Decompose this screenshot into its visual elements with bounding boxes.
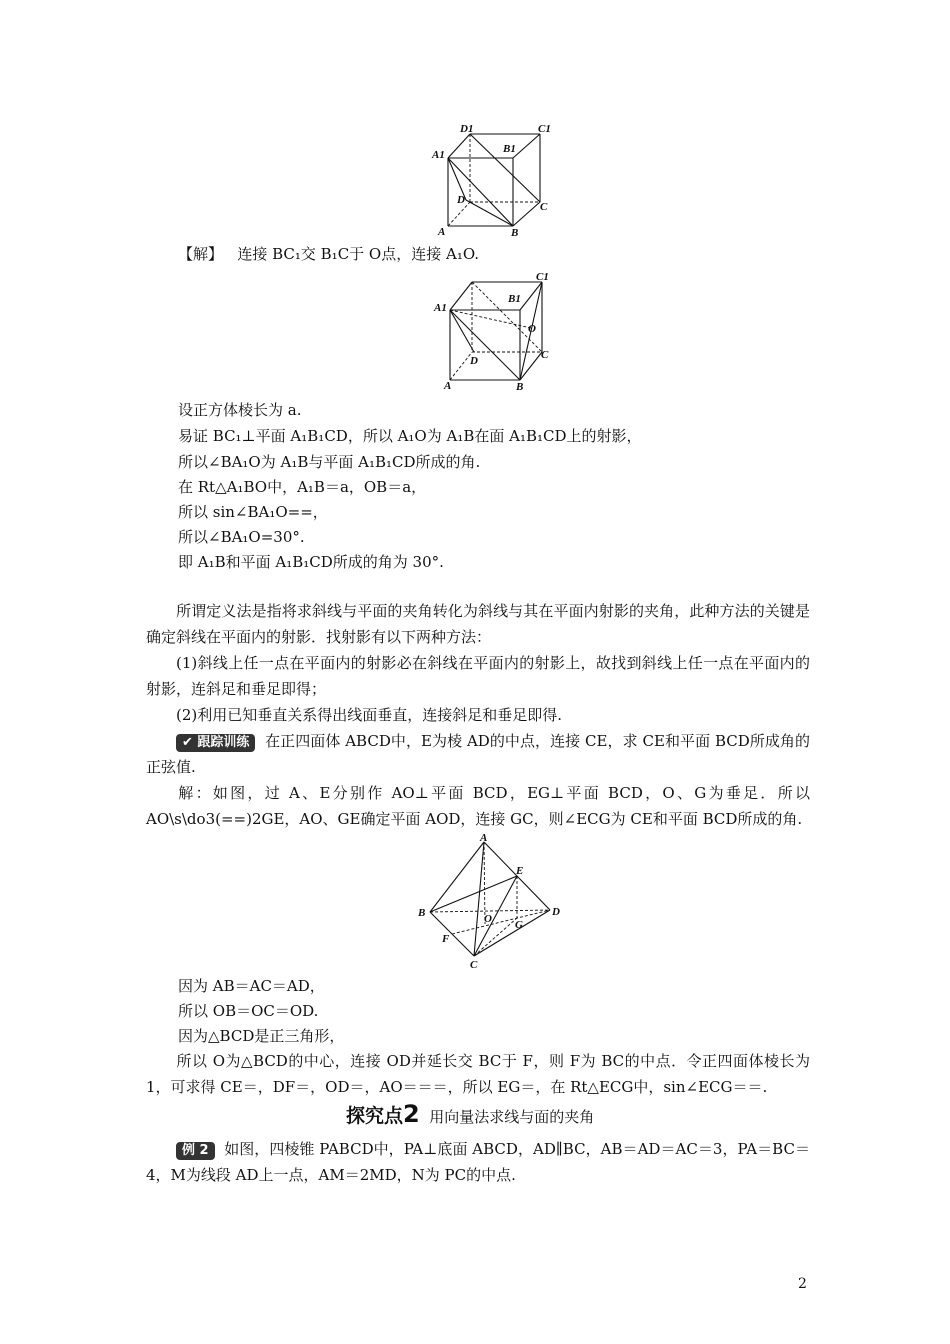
- example-2: 例 2 如图，四棱锥 PABCD中，PA⊥底面 ABCD，AD∥BC，AB＝AD＝AC＝3，PA＝BC＝4，M为线段 AD上一点，AM＝2MD，N为 PC的中点.: [146, 1140, 810, 1184]
- fig3-label: F: [442, 933, 450, 945]
- tetrahedron-figure: [412, 832, 572, 972]
- fig3-label: O: [484, 913, 492, 925]
- section-prefix: 探究点: [346, 1105, 404, 1127]
- section-heading: [346, 1100, 594, 1128]
- solution-2-line: 因为△BCD是正三角形，: [178, 1027, 345, 1045]
- fig2-label: A1: [434, 302, 447, 314]
- fig1-label: B: [511, 227, 519, 238]
- fig3-label: C: [470, 959, 478, 971]
- example-badge: 例 2: [176, 1142, 215, 1160]
- fig2-label: C1: [536, 271, 549, 283]
- solution-line: 易证 BC₁⊥平面 A₁B₁CD，所以 A₁O为 A₁B在面 A₁B₁CD上的射影，: [178, 427, 642, 445]
- fig1-label: C1: [538, 123, 551, 135]
- solution-intro-text: 连接 BC₁交 B₁C于 O点，连接 A₁O.: [237, 245, 480, 263]
- fig1-label: C: [540, 201, 548, 213]
- fig2-label: B: [516, 381, 524, 392]
- solution-tag: 【解】: [178, 245, 224, 263]
- fig1-label: A1: [432, 149, 445, 161]
- training-answer: 解：如图，过 A、E分别作 AO⊥平面 BCD，EG⊥平面 BCD，O、G为垂足．所以 AO\s\do3(==)2GE，AO、GE确定平面 AOD，连接 GC，则∠ECG为 CE和平面 BCD所成的角.: [146, 784, 810, 828]
- solution-line: 所以∠BA₁O=30°.: [178, 528, 305, 546]
- fig3-label: G: [515, 919, 523, 931]
- fig1-label: D: [457, 194, 465, 206]
- section-number: 2: [403, 1100, 420, 1128]
- fig2-label: A: [444, 380, 452, 392]
- solution-line: 即 A₁B和平面 A₁B₁CD所成的角为 30°.: [178, 553, 444, 571]
- fig2-label: B1: [508, 293, 521, 305]
- training-question: ✔ 跟踪训练 在正四面体 ABCD中，E为棱 AD的中点，连接 CE，求 CE和平面 BCD所成角的正弦值.: [146, 732, 810, 776]
- solution-line: 所以 sin∠BA₁O==，: [178, 503, 328, 521]
- cube-figure-1: [428, 122, 558, 238]
- fig3-label: A: [480, 832, 488, 844]
- fig1-label: D1: [460, 123, 474, 135]
- solution-line: 在 Rt△A₁BO中，A₁B＝a，OB＝a，: [178, 478, 427, 496]
- fig1-label: A: [438, 226, 446, 238]
- solution-line: 所以∠BA₁O为 A₁B与平面 A₁B₁CD所成的角.: [178, 453, 481, 471]
- fig2-label: D: [470, 355, 478, 367]
- fig3-label: D: [552, 906, 560, 918]
- method-item-2: (2)利用已知垂直关系得出线面垂直，连接斜足和垂足即得.: [176, 706, 563, 724]
- solution-2-final: 所以 O为△BCD的中心，连接 OD并延长交 BC于 F，则 F为 BC的中点．令正四面体棱长为 1，可求得 CE＝，DF＝，OD＝，AO＝＝＝，所以 EG＝，在 Rt△ECG中，sin∠ECG＝＝.: [146, 1052, 810, 1096]
- training-badge: ✔ 跟踪训练: [176, 734, 255, 752]
- method-item-1: (1)斜线上任一点在平面内的射影必在斜线在平面内的射影上，故找到斜线上任一点在平面内的射影，连斜足和垂足即得；: [146, 654, 810, 698]
- method-intro: 所谓定义法是指将求斜线与平面的夹角转化为斜线与其在平面内射影的夹角，此种方法的关键是确定斜线在平面内的射影．找射影有以下两种方法：: [146, 602, 810, 646]
- solution-2-line: 因为 AB＝AC＝AD，: [178, 977, 325, 995]
- fig2-label: O: [528, 323, 536, 335]
- cube-figure-2: [430, 268, 560, 392]
- page-number: 2: [798, 1276, 807, 1292]
- fig3-label: E: [516, 865, 524, 877]
- solution-2-line: 所以 OB＝OC＝OD.: [178, 1002, 319, 1020]
- solution-line: 设正方体棱长为 a.: [178, 401, 302, 419]
- fig3-label: B: [418, 907, 426, 919]
- solution-1-intro: [178, 244, 479, 264]
- fig2-label: C: [541, 349, 549, 361]
- fig1-label: B1: [503, 143, 516, 155]
- section-title: 用向量法求线与面的夹角: [429, 1108, 595, 1126]
